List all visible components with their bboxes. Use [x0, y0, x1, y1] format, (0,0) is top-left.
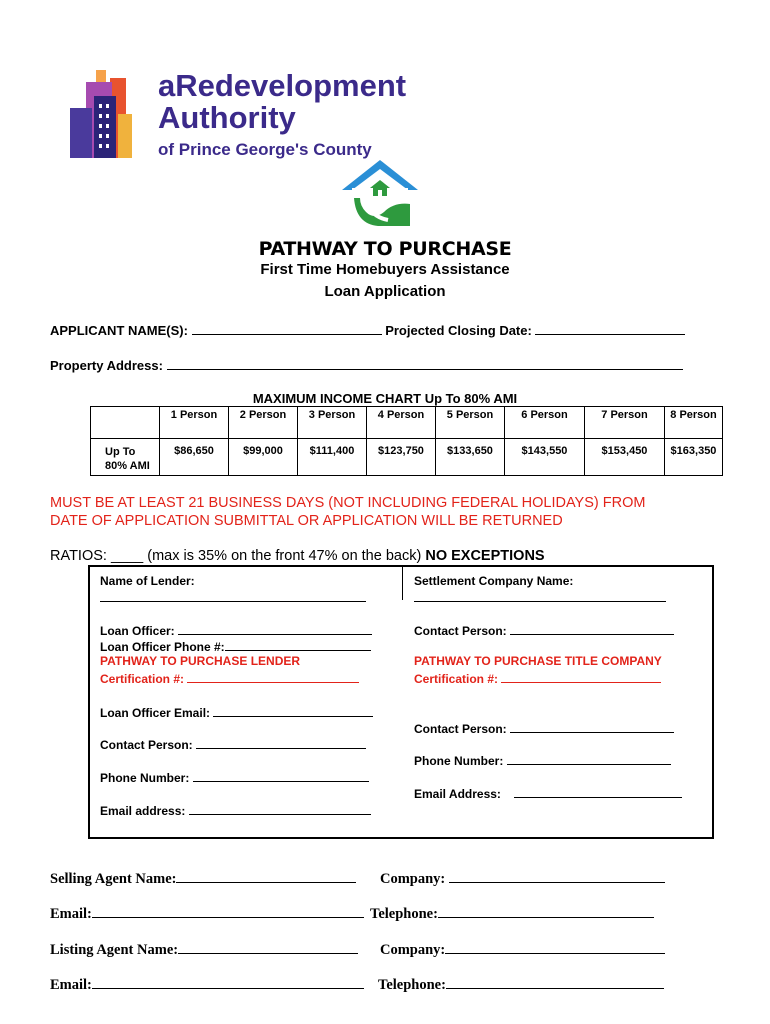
lender-contact-row: Contact Person: [100, 736, 366, 752]
lender-cert-row: Certification #: [100, 670, 359, 686]
income-value: $163,350 [665, 439, 723, 476]
listing-email-row: Email: [50, 976, 364, 994]
settlement-contact-field[interactable] [510, 622, 674, 635]
ratios-label: RATIOS: [50, 548, 107, 564]
org-name-line1: aRedevelopment [158, 68, 407, 103]
lender-settlement-box [88, 565, 714, 839]
listing-agent-field[interactable] [178, 941, 358, 954]
settlement-name-label: Settlement Company Name: [414, 574, 574, 588]
column-header: 8 Person [665, 407, 723, 439]
income-chart-header-row [91, 407, 723, 439]
house-path-icon [338, 158, 422, 230]
loan-officer-email-field[interactable] [213, 704, 373, 717]
column-header: 4 Person [367, 407, 436, 439]
settlement-contact2-row: Contact Person: [414, 720, 674, 736]
settlement-phone-row: Phone Number: [414, 752, 671, 768]
lender-name-label: Name of Lender: [100, 574, 195, 588]
ratios-note: (max is 35% on the front 47% on the back) [147, 548, 422, 564]
income-value: $143,550 [505, 439, 585, 476]
selling-agent-row: Selling Agent Name: [50, 870, 356, 888]
program-title: PATHWAY TO PURCHASE [258, 238, 512, 260]
listing-telephone-row: Telephone: [378, 976, 664, 994]
column-header: 3 Person [298, 407, 367, 439]
ratios-emphasis: NO EXCEPTIONS [425, 548, 545, 564]
listing-agent-row: Listing Agent Name: [50, 941, 358, 959]
corner-cell [91, 407, 160, 439]
selling-company-field[interactable] [449, 870, 665, 883]
income-value: $86,650 [160, 439, 229, 476]
ratios-line [50, 548, 545, 564]
listing-company-field[interactable] [445, 941, 665, 954]
building-logo-icon [66, 68, 156, 158]
loan-officer-email-row: Loan Officer Email: [100, 704, 373, 720]
income-value: $133,650 [436, 439, 505, 476]
box-divider [402, 567, 403, 600]
lender-phone-row: Phone Number: [100, 769, 369, 785]
subtitle-assistance: First Time Homebuyers Assistance [260, 261, 510, 278]
title-cert-field[interactable] [501, 670, 661, 683]
property-address-row [50, 357, 683, 373]
applicant-name-label: APPLICANT NAME(S): [50, 323, 188, 338]
selling-email-field[interactable] [92, 905, 364, 918]
column-header: 6 Person [505, 407, 585, 439]
listing-email-field[interactable] [92, 976, 364, 989]
selling-telephone-row: Telephone: [370, 905, 654, 923]
lender-name-field[interactable] [100, 589, 366, 602]
lender-cert-field[interactable] [187, 670, 359, 683]
lender-contact-field[interactable] [196, 736, 366, 749]
income-chart-table [90, 406, 723, 476]
loan-officer-row: Loan Officer: [100, 622, 372, 638]
column-header: 5 Person [436, 407, 505, 439]
income-chart-values-row [91, 439, 723, 476]
title-cert-heading: PATHWAY TO PURCHASE TITLE COMPANY [414, 654, 662, 668]
income-value: $111,400 [298, 439, 367, 476]
income-value: $99,000 [229, 439, 298, 476]
lender-cert-heading: PATHWAY TO PURCHASE LENDER [100, 654, 301, 668]
settlement-email-row: Email Address: [414, 785, 682, 801]
selling-company-row: Company: [380, 870, 665, 888]
settlement-name-field[interactable] [414, 589, 666, 602]
property-address-label: Property Address: [50, 358, 163, 373]
closing-date-label: Projected Closing Date: [385, 323, 532, 338]
title-cert-row: Certification #: [414, 670, 661, 686]
selling-email-row: Email: [50, 905, 364, 923]
org-name-line3: of Prince George's County [158, 140, 372, 159]
lender-email-field[interactable] [189, 802, 371, 815]
column-header: 2 Person [229, 407, 298, 439]
loan-officer-field[interactable] [178, 622, 372, 635]
income-chart-title: MAXIMUM INCOME CHART Up To 80% AMI [252, 391, 518, 406]
org-name-line2: Authority [158, 100, 296, 135]
applicant-name-field[interactable] [192, 322, 382, 335]
listing-telephone-field[interactable] [446, 976, 664, 989]
ratios-blank[interactable]: ____ [110, 548, 144, 564]
row-label: Up To 80% AMI [91, 439, 160, 476]
selling-telephone-field[interactable] [438, 905, 654, 918]
settlement-contact2-field[interactable] [510, 720, 674, 733]
income-value: $123,750 [367, 439, 436, 476]
income-value: $153,450 [585, 439, 665, 476]
listing-company-row: Company: [380, 941, 665, 959]
settlement-email-field[interactable] [514, 785, 682, 798]
loan-officer-phone-row: Loan Officer Phone #: [100, 638, 371, 654]
applicant-name-row [50, 322, 685, 338]
closing-date-field[interactable] [535, 322, 685, 335]
submittal-warning: MUST BE AT LEAST 21 BUSINESS DAYS (NOT INCLUDING FEDERAL HOLIDAYS) FROM DATE OF APPLICATION SUBMITTAL OR APPLICATION WILL BE RETURNED [50, 495, 646, 529]
lender-email-row: Email address: [100, 802, 371, 818]
settlement-phone-field[interactable] [507, 752, 671, 765]
subtitle-loan-application: Loan Application [324, 283, 446, 300]
property-address-field[interactable] [167, 357, 683, 370]
lender-phone-field[interactable] [193, 769, 369, 782]
column-header: 7 Person [585, 407, 665, 439]
selling-agent-field[interactable] [176, 870, 356, 883]
settlement-contact-row: Contact Person: [414, 622, 674, 638]
loan-officer-phone-field[interactable] [225, 638, 371, 651]
column-header: 1 Person [160, 407, 229, 439]
